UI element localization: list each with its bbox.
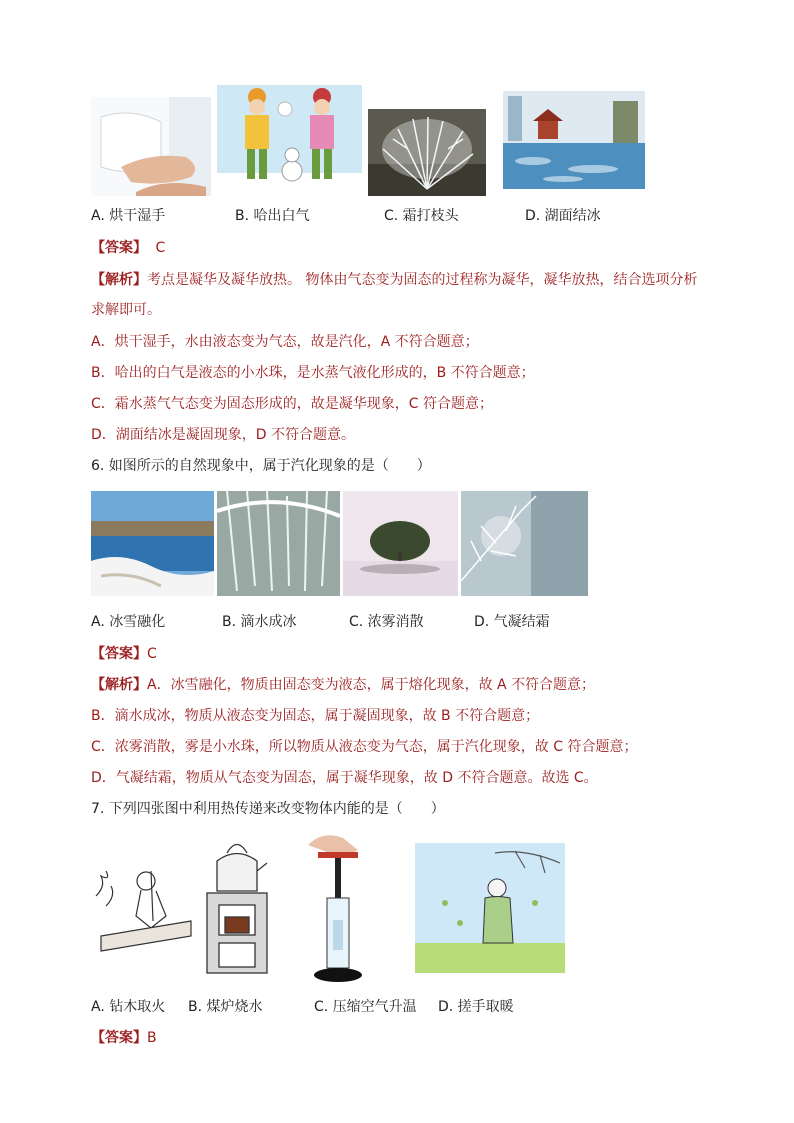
q5-analysis-b: B．哈出的白气是液态的小水珠，是水蒸气液化形成的，B 不符合题意； — [91, 365, 535, 381]
q6-analysis-c: C．浓雾消散，雾是小水珠，所以物质从液态变为气态，属于汽化现象，故 C 符合题意； — [91, 739, 638, 755]
q7-answer-value: B — [147, 1030, 157, 1046]
q7-option-c: C. 压缩空气升温 — [314, 999, 417, 1015]
q5-answer-value: C — [155, 240, 166, 256]
q6-option-a: A. 冰雪融化 — [91, 614, 166, 630]
q6-option-c: C. 浓雾消散 — [349, 614, 424, 630]
q7-answer-label: 【答案】 — [91, 1030, 147, 1046]
coal-stove-kettle-image — [203, 831, 271, 977]
q6-answer — [91, 644, 157, 664]
q5-option-d: D. 湖面结冰 — [525, 208, 601, 224]
icicles-image — [217, 491, 340, 596]
melting-snow-image — [91, 491, 214, 596]
q6-analysis-a-text: A．冰雪融化，物质由固态变为液态，属于熔化现象，故 A 不符合题意； — [147, 677, 596, 693]
q5-answer-label: 【答案】 — [91, 240, 147, 256]
frozen-lake-image — [503, 91, 645, 189]
q6-option-d: D. 气凝结霜 — [474, 614, 550, 630]
q5-answer — [91, 238, 165, 258]
q6-analysis-a — [91, 675, 595, 695]
drilling-wood-fire-image — [91, 856, 196, 953]
breath-white-fog-image — [217, 85, 362, 197]
q6-analysis-b: B．滴水成冰，物质从液态变为固态，属于凝固现象，故 B 不符合题意； — [91, 708, 540, 724]
frost-on-branches-image — [368, 109, 486, 196]
q5-analysis-line1 — [91, 270, 697, 290]
q6-option-b: B. 滴水成冰 — [222, 614, 297, 630]
q5-analysis-label: 【解析】 — [91, 272, 147, 288]
q5-option-b: B. 哈出白气 — [235, 208, 310, 224]
frost-formation-image — [461, 491, 588, 596]
q5-analysis-c: C．霜水蒸气气态变为固态形成的，故是凝华现象，C 符合题意； — [91, 396, 493, 412]
q6-analysis-label: 【解析】 — [91, 677, 147, 693]
q5-analysis-a: A．烘干湿手，水由液态变为气态，故是汽化，A 不符合题意； — [91, 334, 479, 350]
q7-option-d: D. 搓手取暖 — [438, 999, 514, 1015]
q5-analysis-d: D．湖面结冰是凝固现象，D 不符合题意。 — [91, 427, 356, 443]
air-compression-pump-image — [303, 830, 373, 986]
q7-question: 7. 下列四张图中利用热传递来改变物体内能的是（ ） — [91, 801, 445, 817]
q6-question: 6. 如图所示的自然现象中，属于汽化现象的是（ ） — [91, 458, 431, 474]
q5-analysis-line2: 求解即可。 — [91, 302, 161, 318]
hand-dryer-image — [91, 97, 211, 196]
q5-option-a: A. 烘干湿手 — [91, 208, 166, 224]
q7-answer — [91, 1028, 157, 1048]
q6-answer-label: 【答案】 — [91, 646, 147, 662]
rubbing-hands-warm-image — [415, 843, 565, 973]
q6-answer-value: C — [147, 646, 157, 662]
q7-option-a: A. 钻木取火 — [91, 999, 166, 1015]
q6-analysis-d: D．气凝结霜，物质从气态变为固态，属于凝华现象，故 D 不符合题意。故选 C。 — [91, 770, 598, 786]
q5-analysis-text-1: 考点是凝华及凝华放热。 物体由气态变为固态的过程称为凝华，凝华放热，结合选项分析 — [147, 272, 698, 288]
q5-option-c: C. 霜打枝头 — [384, 208, 459, 224]
q7-option-b: B. 煤炉烧水 — [188, 999, 263, 1015]
fog-dispersing-image — [343, 491, 458, 596]
